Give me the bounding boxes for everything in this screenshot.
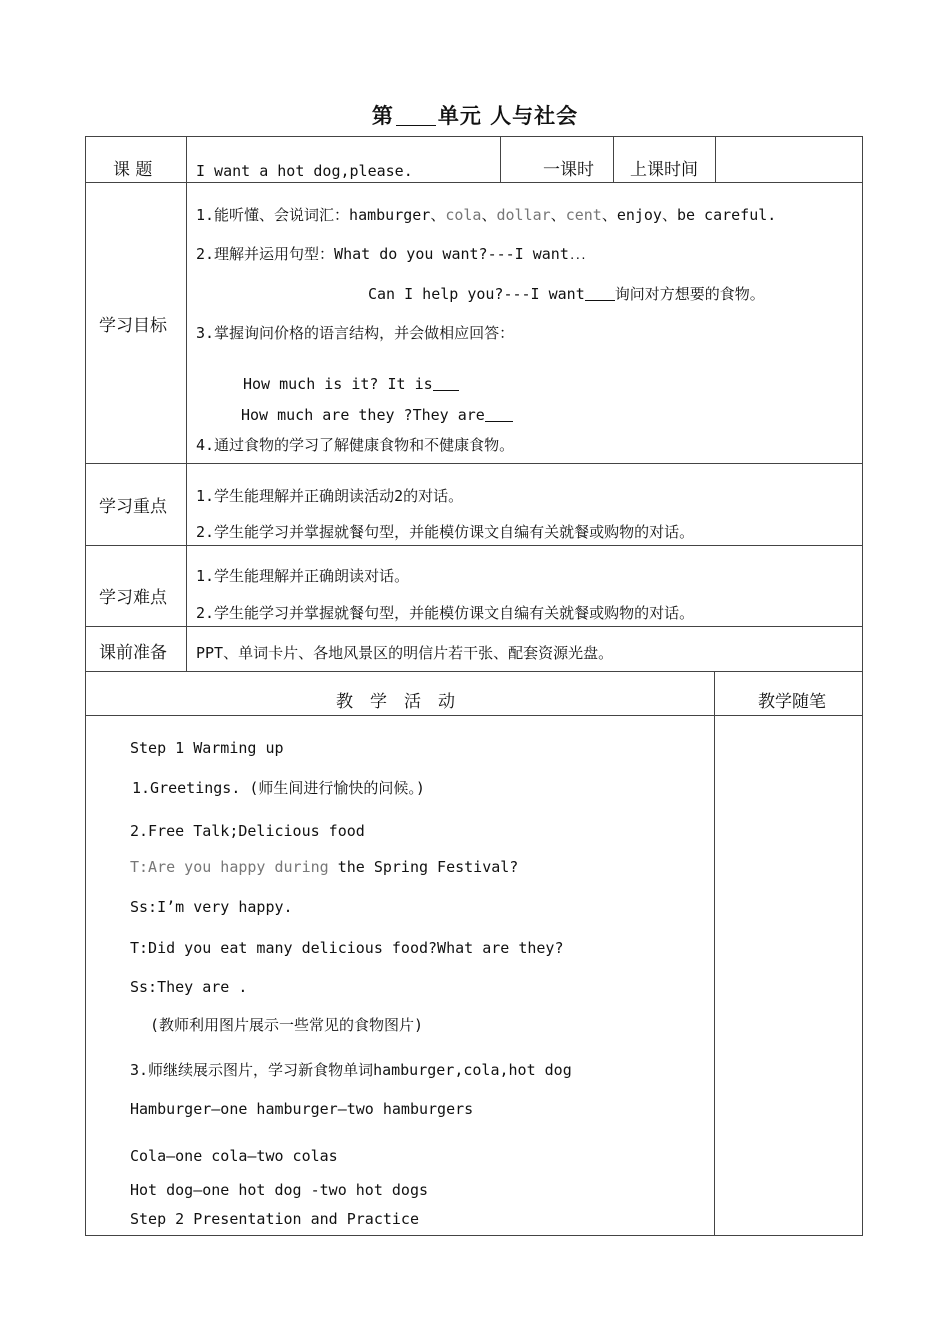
objective-1-dollar: dollar: [496, 206, 551, 224]
column-divider: [715, 136, 716, 183]
page-title: [0, 100, 950, 130]
objective-1-part-a: 1.能听懂、会说词汇：hamburger、: [196, 206, 446, 224]
difficulty-1: 1.学生能理解并正确朗读对话。: [196, 567, 410, 585]
difficulties-label: 学习难点: [99, 588, 167, 608]
objective-line-3: [368, 284, 765, 304]
activities-header: 教 学 活 动: [336, 692, 455, 712]
column-divider: [186, 136, 187, 672]
row-divider: [85, 626, 863, 627]
objective-6-text: How much are they ?They are: [241, 406, 485, 424]
class-time-label: 上课时间: [630, 160, 698, 180]
objective-line-5: [243, 374, 459, 394]
activity-line: [130, 857, 518, 877]
objective-5-text: How much is it? It is: [243, 375, 433, 393]
row-divider: [85, 463, 863, 464]
column-divider: [613, 136, 614, 183]
objective-line-1: [196, 205, 776, 225]
activity-line: Hamburger—one hamburger—two hamburgers: [130, 1100, 474, 1118]
activity-line-rest: the Spring Festival?: [328, 858, 519, 876]
row-divider: [85, 671, 863, 672]
objective-3-part-a: Can I help you?---I want: [368, 285, 585, 303]
activity-line: T:Did you eat many delicious food?What are they?: [130, 939, 564, 957]
activity-line: Ss:They are .: [130, 978, 248, 996]
title-prefix: 第: [371, 104, 394, 128]
activity-line: Hot dog—one hot dog -two hot dogs: [130, 1181, 429, 1199]
objective-line-7: 4.通过食物的学习了解健康食物和不健康食物。: [196, 436, 515, 454]
difficulty-2: 2.学生能学习并掌握就餐句型，并能模仿课文自编有关就餐或购物的对话。: [196, 604, 695, 622]
activity-line: Step 1 Warming up: [130, 739, 284, 757]
topic-label: 课 题: [113, 160, 153, 180]
preparation-value: PPT、单词卡片、各地风景区的明信片若干张、配套资源光盘。: [196, 644, 614, 662]
objective-1-sep-2: 、: [550, 206, 566, 224]
activity-line: 2.Free Talk;Delicious food: [130, 822, 365, 840]
objective-line-4: 3.掌握询问价格的语言结构，并会做相应回答：: [196, 324, 515, 342]
objectives-label: 学习目标: [99, 316, 167, 336]
unit-number-blank: [396, 104, 436, 126]
key-point-2: 2.学生能学习并掌握就餐句型，并能模仿课文自编有关就餐或购物的对话。: [196, 523, 695, 541]
row-divider: [85, 182, 863, 183]
objective-3-part-b: 询问对方想要的食物。: [614, 285, 765, 303]
objective-line-2: [196, 244, 586, 266]
activity-line: Ss:I’m very happy.: [130, 898, 293, 916]
topic-value: I want a hot dog,please.: [196, 162, 413, 180]
answer-blank: [433, 376, 459, 391]
activity-line: (教师利用图片展示一些常见的食物图片): [150, 1016, 424, 1034]
activity-line: 3.师继续展示图片，学习新食物单词hamburger,cola,hot dog: [130, 1061, 572, 1079]
notes-header: 教学随笔: [758, 692, 826, 712]
row-divider: [85, 545, 863, 546]
activity-line-gray-part: T:Are you happy during: [130, 858, 329, 876]
column-divider: [500, 136, 501, 183]
objective-2-text: 2.理解并运用句型：What do you want?---I want: [196, 245, 569, 263]
key-points-label: 学习重点: [99, 497, 167, 517]
objective-1-part-b: 、enjoy、be careful.: [601, 206, 777, 224]
column-divider: [714, 671, 715, 1236]
period-label: 一课时: [543, 160, 594, 180]
title-suffix: 单元 人与社会: [437, 104, 579, 128]
row-divider: [85, 715, 863, 716]
objective-1-cola: cola: [445, 206, 482, 224]
activity-line: 1.Greetings. (师生间进行愉快的问候。): [132, 779, 425, 797]
answer-blank: [485, 407, 513, 422]
activity-line: Cola—one cola—two colas: [130, 1147, 338, 1165]
key-point-1: 1.学生能理解并正确朗读活动2的对话。: [196, 487, 464, 505]
preparation-label: 课前准备: [99, 643, 167, 663]
objective-2-dots: ...: [568, 249, 586, 262]
activity-line: Step 2 Presentation and Practice: [130, 1210, 419, 1228]
objective-1-sep-1: 、: [481, 206, 497, 224]
answer-blank: [585, 286, 615, 301]
objective-line-6: [241, 405, 513, 425]
objective-1-cent: cent: [565, 206, 602, 224]
